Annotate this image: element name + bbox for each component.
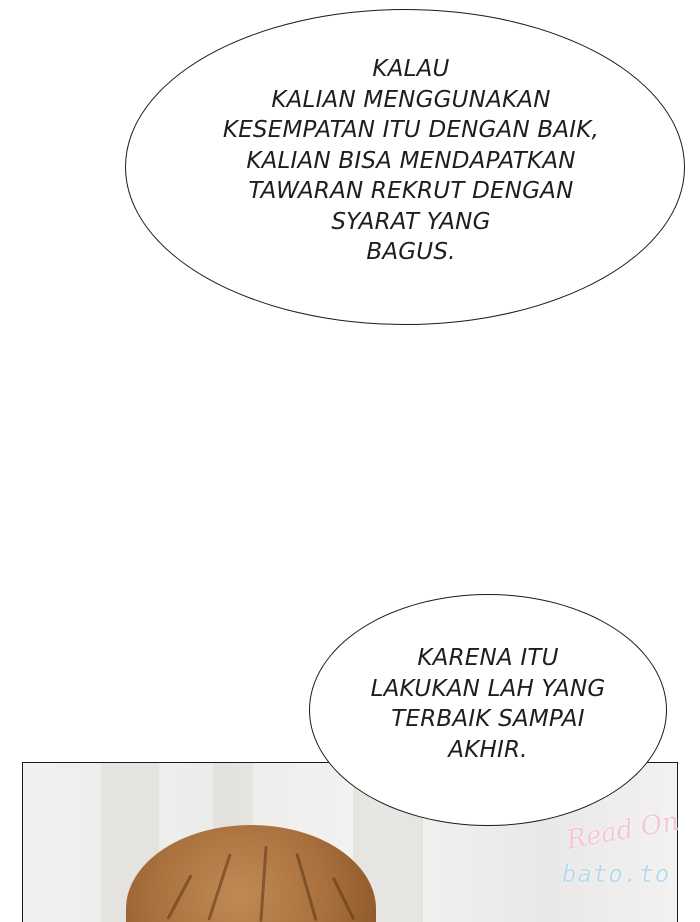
speech-line: LAKUKAN LAH YANG: [370, 675, 606, 702]
speech-line: TAWARAN REKRUT DENGAN: [248, 178, 574, 205]
speech-line: KARENA ITU: [417, 645, 559, 671]
speech-line: KESEMPATAN ITU DENGAN BAIK,: [222, 117, 600, 144]
speech-bubble-top: [125, 9, 685, 325]
speech-line: KALAU: [372, 56, 450, 83]
watermark-script: Read On: [564, 806, 682, 856]
speech-bubble-text: [223, 54, 599, 268]
watermark-url: bato.to: [562, 860, 671, 888]
speech-line: BAGUS.: [366, 239, 456, 266]
watermark: [556, 806, 686, 902]
speech-bubble-bottom: [309, 594, 667, 826]
speech-line: KALIAN MENGGUNAKAN: [271, 86, 551, 113]
speech-line: KALIAN BISA MENDAPATKAN: [246, 147, 576, 174]
speech-bubble-text: [371, 643, 606, 765]
speech-line: AKHIR.: [448, 736, 528, 763]
speech-line: TERBAIK SAMPAI: [391, 706, 585, 732]
speech-line: SYARAT YANG: [331, 208, 491, 235]
